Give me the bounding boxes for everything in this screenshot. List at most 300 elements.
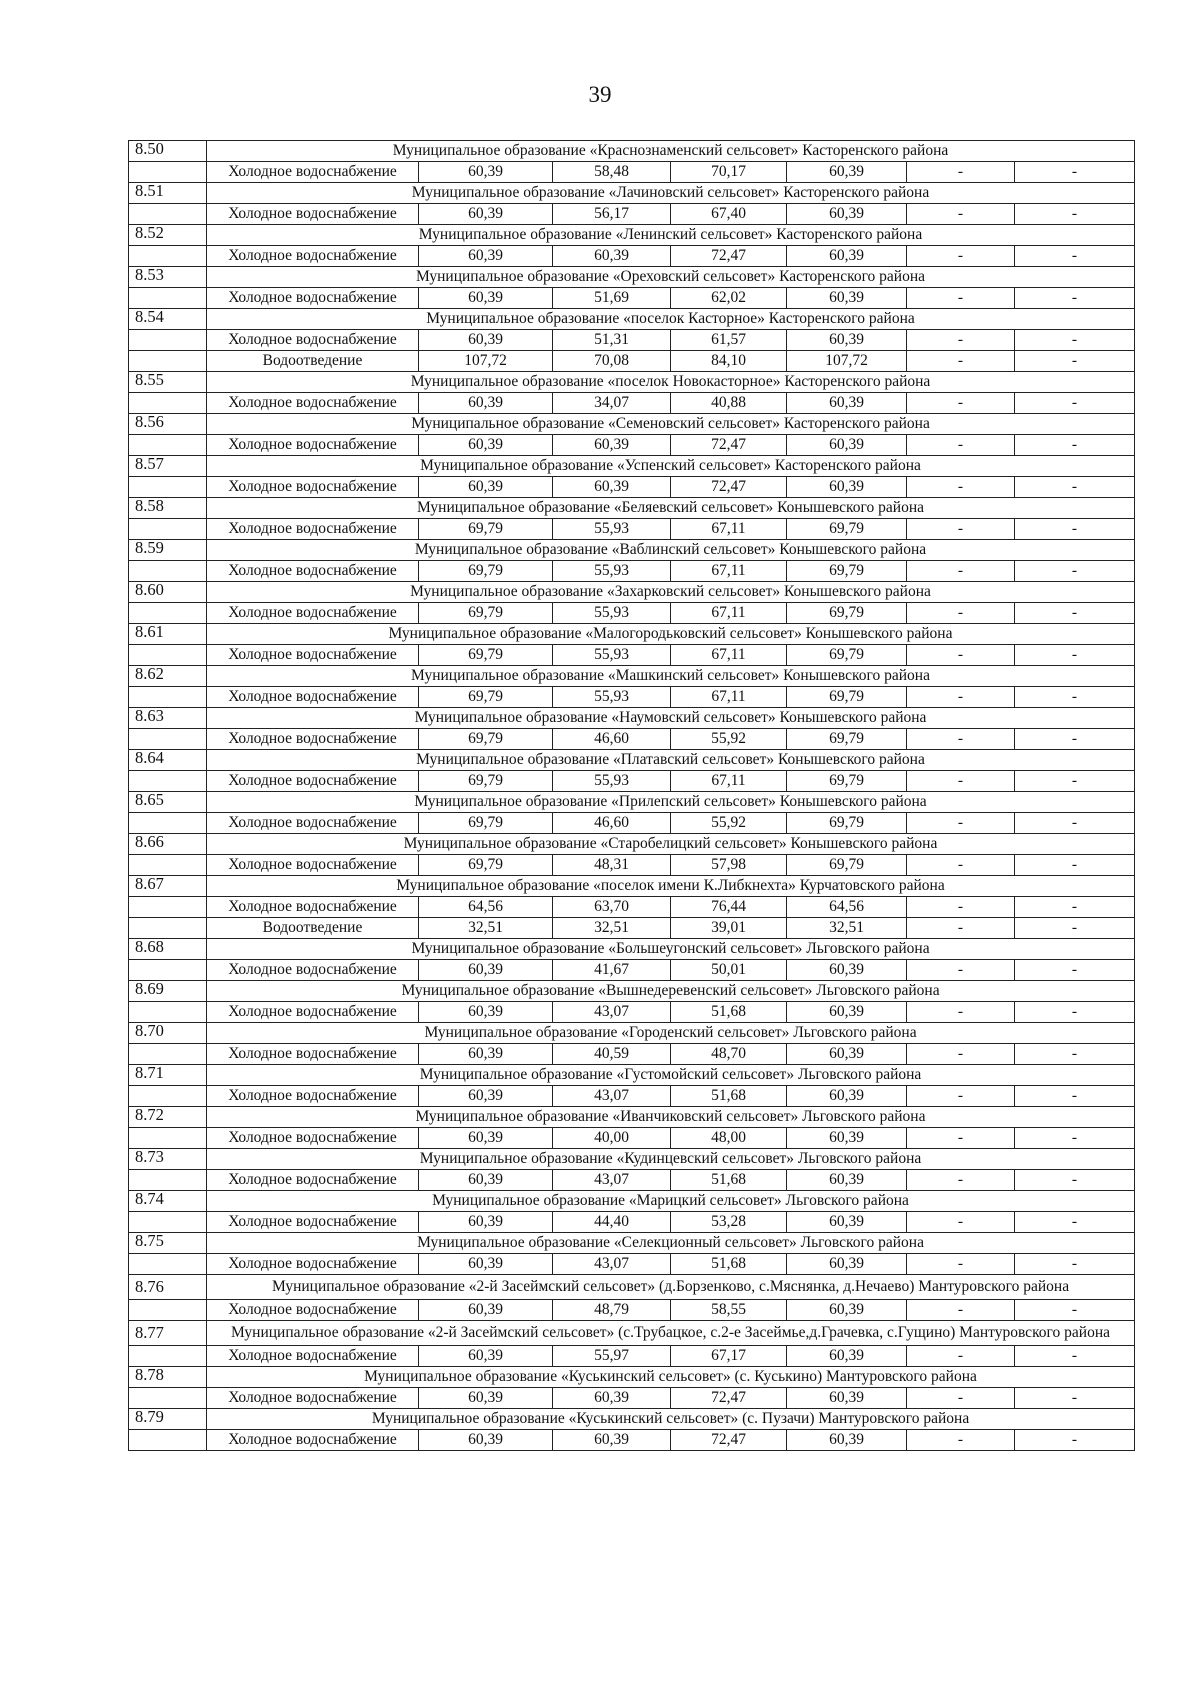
empty-value-cell: - [1015,1002,1135,1023]
municipality-title: Муниципальное образование «Кудинцевский сельсовет» Льговского района [207,1149,1135,1170]
empty-value-cell: - [907,204,1015,225]
tariff-value-cell: 60,39 [787,1430,907,1451]
service-name: Холодное водоснабжение [207,162,419,183]
municipality-header-row [129,981,1135,1002]
municipality-header-row [129,414,1135,435]
tariff-value-cell: 69,79 [419,855,553,876]
empty-value-cell: - [907,288,1015,309]
service-row [129,477,1135,498]
tariff-value-cell: 55,93 [553,687,671,708]
tariff-value-cell: 60,39 [787,1300,907,1321]
empty-value-cell: - [1015,1388,1135,1409]
tariff-value-cell: 62,02 [671,288,787,309]
empty-value-cell: - [907,1388,1015,1409]
row-code-empty [129,162,207,183]
municipality-header-row [129,792,1135,813]
service-name: Холодное водоснабжение [207,561,419,582]
tariff-value-cell: 72,47 [671,246,787,267]
municipality-header-row [129,225,1135,246]
tariff-value-cell: 67,11 [671,561,787,582]
tariff-value-cell: 51,68 [671,1254,787,1275]
tariff-value-cell: 60,39 [419,162,553,183]
service-name: Холодное водоснабжение [207,435,419,456]
empty-value-cell: - [907,1086,1015,1107]
row-code: 8.58 [129,498,207,519]
row-code: 8.76 [129,1275,207,1300]
service-name: Холодное водоснабжение [207,897,419,918]
tariff-value-cell: 32,51 [787,918,907,939]
row-code-empty [129,960,207,981]
municipality-header-row [129,1149,1135,1170]
service-row [129,1388,1135,1409]
municipality-header-row [129,750,1135,771]
service-name: Холодное водоснабжение [207,1086,419,1107]
tariff-value-cell: 39,01 [671,918,787,939]
municipality-title: Муниципальное образование «Беляевский сельсовет» Конышевского района [207,498,1135,519]
tariff-value-cell: 51,68 [671,1002,787,1023]
tariff-value-cell: 61,57 [671,330,787,351]
empty-value-cell: - [907,645,1015,666]
service-row [129,561,1135,582]
service-name: Холодное водоснабжение [207,1388,419,1409]
empty-value-cell: - [907,561,1015,582]
tariff-value-cell: 51,69 [553,288,671,309]
row-code: 8.78 [129,1367,207,1388]
service-name: Холодное водоснабжение [207,687,419,708]
service-name: Холодное водоснабжение [207,1002,419,1023]
municipality-title: Муниципальное образование «Ленинский сельсовет» Касторенского района [207,225,1135,246]
empty-value-cell: - [907,960,1015,981]
empty-value-cell: - [907,1430,1015,1451]
service-name: Холодное водоснабжение [207,645,419,666]
tariff-value-cell: 60,39 [787,1002,907,1023]
service-row [129,897,1135,918]
tariff-value-cell: 60,39 [419,477,553,498]
tariff-table [128,140,1135,1451]
municipality-title: Муниципальное образование «Семеновский сельсовет» Касторенского района [207,414,1135,435]
service-name: Водоотведение [207,918,419,939]
tariff-value-cell: 60,39 [419,330,553,351]
service-row [129,351,1135,372]
tariff-value-cell: 55,93 [553,519,671,540]
service-name: Холодное водоснабжение [207,393,419,414]
service-row [129,393,1135,414]
service-name: Холодное водоснабжение [207,1300,419,1321]
municipality-title: Муниципальное образование «2-й Засеймский сельсовет» (д.Борзенково, с.Мяснянка, д.Нечаево) Мантуровского района [207,1275,1135,1300]
empty-value-cell: - [1015,1170,1135,1191]
tariff-value-cell: 67,11 [671,771,787,792]
row-code: 8.56 [129,414,207,435]
service-row [129,729,1135,750]
municipality-title: Муниципальное образование «Ореховский сельсовет» Касторенского района [207,267,1135,288]
municipality-header-row [129,1107,1135,1128]
municipality-title: Муниципальное образование «Вышнедеревенский сельсовет» Льговского района [207,981,1135,1002]
empty-value-cell: - [1015,351,1135,372]
row-code: 8.79 [129,1409,207,1430]
tariff-value-cell: 60,39 [787,1044,907,1065]
empty-value-cell: - [907,246,1015,267]
row-code: 8.59 [129,540,207,561]
tariff-value-cell: 51,31 [553,330,671,351]
tariff-value-cell: 48,79 [553,1300,671,1321]
municipality-title: Муниципальное образование «Платавский сельсовет» Конышевского района [207,750,1135,771]
tariff-value-cell: 60,39 [419,1388,553,1409]
tariff-value-cell: 60,39 [787,204,907,225]
row-code: 8.67 [129,876,207,897]
row-code-empty [129,855,207,876]
municipality-header-row [129,834,1135,855]
row-code-empty [129,1044,207,1065]
empty-value-cell: - [1015,330,1135,351]
tariff-value-cell: 56,17 [553,204,671,225]
row-code: 8.71 [129,1065,207,1086]
tariff-value-cell: 60,39 [787,1254,907,1275]
service-row [129,246,1135,267]
row-code: 8.69 [129,981,207,1002]
empty-value-cell: - [1015,519,1135,540]
tariff-value-cell: 69,79 [419,603,553,624]
row-code: 8.73 [129,1149,207,1170]
service-row [129,435,1135,456]
municipality-header-row [129,666,1135,687]
tariff-value-cell: 67,11 [671,645,787,666]
row-code-empty [129,1388,207,1409]
service-name: Холодное водоснабжение [207,246,419,267]
tariff-value-cell: 55,93 [553,603,671,624]
municipality-title: Муниципальное образование «Густомойский сельсовет» Льговского района [207,1065,1135,1086]
tariff-value-cell: 60,39 [419,288,553,309]
empty-value-cell: - [907,1044,1015,1065]
service-name: Водоотведение [207,351,419,372]
empty-value-cell: - [907,393,1015,414]
municipality-title: Муниципальное образование «Краснознаменский сельсовет» Касторенского района [207,141,1135,162]
tariff-value-cell: 64,56 [419,897,553,918]
service-name: Холодное водоснабжение [207,960,419,981]
tariff-value-cell: 60,39 [787,162,907,183]
service-row [129,645,1135,666]
empty-value-cell: - [907,1300,1015,1321]
municipality-header-row [129,1409,1135,1430]
tariff-value-cell: 72,47 [671,1430,787,1451]
service-name: Холодное водоснабжение [207,519,419,540]
empty-value-cell: - [907,162,1015,183]
municipality-title: Муниципальное образование «Большеугонский сельсовет» Льговского района [207,939,1135,960]
municipality-title: Муниципальное образование «Старобелицкий сельсовет» Конышевского района [207,834,1135,855]
service-row [129,771,1135,792]
tariff-value-cell: 60,39 [787,1388,907,1409]
tariff-value-cell: 60,39 [787,1086,907,1107]
tariff-value-cell: 60,39 [553,246,671,267]
tariff-value-cell: 60,39 [553,477,671,498]
tariff-value-cell: 53,28 [671,1212,787,1233]
row-code: 8.66 [129,834,207,855]
tariff-value-cell: 50,01 [671,960,787,981]
service-row [129,1212,1135,1233]
tariff-value-cell: 60,39 [787,246,907,267]
tariff-value-cell: 60,39 [787,330,907,351]
tariff-value-cell: 67,11 [671,603,787,624]
row-code-empty [129,1002,207,1023]
row-code: 8.57 [129,456,207,477]
tariff-value-cell: 60,39 [787,1212,907,1233]
municipality-title: Муниципальное образование «Селекционный сельсовет» Льговского района [207,1233,1135,1254]
empty-value-cell: - [1015,1430,1135,1451]
tariff-value-cell: 60,39 [419,1170,553,1191]
tariff-value-cell: 69,79 [419,771,553,792]
empty-value-cell: - [907,1128,1015,1149]
row-code: 8.51 [129,183,207,204]
empty-value-cell: - [1015,603,1135,624]
service-name: Холодное водоснабжение [207,204,419,225]
municipality-title: Муниципальное образование «поселок Касторное» Касторенского района [207,309,1135,330]
row-code-empty [129,1128,207,1149]
municipality-title: Муниципальное образование «Захарковский сельсовет» Конышевского района [207,582,1135,603]
empty-value-cell: - [1015,288,1135,309]
empty-value-cell: - [907,330,1015,351]
empty-value-cell: - [1015,687,1135,708]
municipality-title: Муниципальное образование «Лачиновский сельсовет» Касторенского района [207,183,1135,204]
tariff-value-cell: 43,07 [553,1254,671,1275]
tariff-value-cell: 69,79 [787,813,907,834]
empty-value-cell: - [1015,729,1135,750]
tariff-value-cell: 67,11 [671,519,787,540]
tariff-value-cell: 67,40 [671,204,787,225]
tariff-value-cell: 69,79 [787,687,907,708]
row-code-empty [129,771,207,792]
tariff-value-cell: 69,79 [787,519,907,540]
tariff-value-cell: 60,39 [419,435,553,456]
tariff-value-cell: 43,07 [553,1170,671,1191]
row-code-empty [129,477,207,498]
tariff-value-cell: 60,39 [419,1430,553,1451]
empty-value-cell: - [907,729,1015,750]
municipality-header-row [129,708,1135,729]
empty-value-cell: - [1015,1086,1135,1107]
row-code: 8.74 [129,1191,207,1212]
tariff-value-cell: 60,39 [419,1086,553,1107]
tariff-value-cell: 107,72 [787,351,907,372]
tariff-value-cell: 60,39 [419,1212,553,1233]
row-code: 8.60 [129,582,207,603]
tariff-value-cell: 69,79 [787,729,907,750]
service-row [129,1086,1135,1107]
tariff-value-cell: 55,92 [671,729,787,750]
row-code: 8.50 [129,141,207,162]
service-row [129,855,1135,876]
tariff-value-cell: 55,92 [671,813,787,834]
empty-value-cell: - [907,351,1015,372]
row-code-empty [129,435,207,456]
row-code: 8.68 [129,939,207,960]
service-row [129,330,1135,351]
empty-value-cell: - [907,603,1015,624]
row-code-empty [129,393,207,414]
municipality-header-row [129,582,1135,603]
empty-value-cell: - [1015,960,1135,981]
tariff-value-cell: 57,98 [671,855,787,876]
row-code-empty [129,288,207,309]
empty-value-cell: - [907,897,1015,918]
row-code-empty [129,645,207,666]
municipality-title: Муниципальное образование «Иванчиковский сельсовет» Льговского района [207,1107,1135,1128]
tariff-value-cell: 55,97 [553,1346,671,1367]
tariff-value-cell: 72,47 [671,435,787,456]
municipality-header-row [129,1367,1135,1388]
tariff-value-cell: 32,51 [419,918,553,939]
service-row [129,1430,1135,1451]
tariff-value-cell: 69,79 [419,645,553,666]
municipality-header-row [129,309,1135,330]
empty-value-cell: - [1015,645,1135,666]
tariff-value-cell: 60,39 [787,1346,907,1367]
tariff-value-cell: 60,39 [419,960,553,981]
service-name: Холодное водоснабжение [207,855,419,876]
empty-value-cell: - [907,855,1015,876]
row-code-empty [129,1086,207,1107]
tariff-value-cell: 69,79 [787,645,907,666]
row-code: 8.54 [129,309,207,330]
tariff-value-cell: 60,39 [419,393,553,414]
row-code: 8.63 [129,708,207,729]
row-code: 8.61 [129,624,207,645]
row-code-empty [129,561,207,582]
service-row [129,1044,1135,1065]
municipality-header-row [129,372,1135,393]
row-code: 8.52 [129,225,207,246]
empty-value-cell: - [907,918,1015,939]
tariff-value-cell: 48,31 [553,855,671,876]
tariff-value-cell: 69,79 [787,603,907,624]
empty-value-cell: - [1015,918,1135,939]
row-code-empty [129,1300,207,1321]
row-code-empty [129,687,207,708]
municipality-header-row [129,498,1135,519]
row-code-empty [129,519,207,540]
row-code-empty [129,1212,207,1233]
tariff-value-cell: 34,07 [553,393,671,414]
empty-value-cell: - [1015,246,1135,267]
tariff-value-cell: 60,39 [419,1346,553,1367]
municipality-header-row [129,1191,1135,1212]
empty-value-cell: - [907,687,1015,708]
service-row [129,1300,1135,1321]
tariff-value-cell: 60,39 [553,435,671,456]
service-name: Холодное водоснабжение [207,288,419,309]
row-code-empty [129,603,207,624]
service-row [129,687,1135,708]
service-row [129,519,1135,540]
tariff-value-cell: 55,93 [553,561,671,582]
tariff-value-cell: 60,39 [419,1300,553,1321]
municipality-header-row [129,1023,1135,1044]
empty-value-cell: - [1015,1128,1135,1149]
row-code: 8.72 [129,1107,207,1128]
tariff-value-cell: 64,56 [787,897,907,918]
municipality-title: Муниципальное образование «Наумовский сельсовет» Конышевского района [207,708,1135,729]
municipality-title: Муниципальное образование «Машкинский сельсовет» Конышевского района [207,666,1135,687]
tariff-value-cell: 55,93 [553,645,671,666]
service-row [129,288,1135,309]
municipality-title: Муниципальное образование «поселок Новокасторное» Касторенского района [207,372,1135,393]
tariff-value-cell: 69,79 [419,561,553,582]
service-name: Холодное водоснабжение [207,1254,419,1275]
tariff-value-cell: 60,39 [787,288,907,309]
municipality-header-row [129,183,1135,204]
row-code-empty [129,246,207,267]
service-row [129,960,1135,981]
tariff-value-cell: 63,70 [553,897,671,918]
service-name: Холодное водоснабжение [207,1212,419,1233]
empty-value-cell: - [907,813,1015,834]
service-name: Холодное водоснабжение [207,729,419,750]
service-name: Холодное водоснабжение [207,813,419,834]
service-row [129,1170,1135,1191]
empty-value-cell: - [1015,162,1135,183]
municipality-title: Муниципальное образование «Малогородьковский сельсовет» Конышевского района [207,624,1135,645]
tariff-value-cell: 69,79 [787,771,907,792]
row-code-empty [129,1170,207,1191]
service-row [129,162,1135,183]
tariff-value-cell: 60,39 [553,1388,671,1409]
tariff-value-cell: 69,79 [419,729,553,750]
tariff-value-cell: 72,47 [671,1388,787,1409]
municipality-header-row [129,939,1135,960]
tariff-value-cell: 58,48 [553,162,671,183]
service-name: Холодное водоснабжение [207,1170,419,1191]
service-row [129,204,1135,225]
row-code-empty [129,729,207,750]
tariff-value-cell: 67,11 [671,687,787,708]
tariff-value-cell: 60,39 [419,1254,553,1275]
tariff-value-cell: 76,44 [671,897,787,918]
tariff-value-cell: 60,39 [787,1128,907,1149]
tariff-value-cell: 58,55 [671,1300,787,1321]
tariff-table-body [129,141,1135,1451]
tariff-value-cell: 48,70 [671,1044,787,1065]
service-name: Холодное водоснабжение [207,771,419,792]
row-code-empty [129,351,207,372]
tariff-value-cell: 60,39 [787,960,907,981]
tariff-value-cell: 60,39 [419,246,553,267]
page-number: 39 [588,82,612,107]
service-row [129,918,1135,939]
service-name: Холодное водоснабжение [207,1346,419,1367]
empty-value-cell: - [1015,561,1135,582]
service-row [129,1002,1135,1023]
empty-value-cell: - [1015,813,1135,834]
empty-value-cell: - [1015,1300,1135,1321]
tariff-value-cell: 107,72 [419,351,553,372]
municipality-header-row [129,1275,1135,1300]
service-name: Холодное водоснабжение [207,603,419,624]
empty-value-cell: - [907,771,1015,792]
row-code: 8.55 [129,372,207,393]
empty-value-cell: - [907,435,1015,456]
row-code-empty [129,1430,207,1451]
service-row [129,813,1135,834]
tariff-value-cell: 69,79 [787,561,907,582]
empty-value-cell: - [907,1170,1015,1191]
service-row [129,1128,1135,1149]
tariff-value-cell: 60,39 [787,1170,907,1191]
row-code: 8.62 [129,666,207,687]
municipality-header-row [129,1321,1135,1346]
empty-value-cell: - [907,1212,1015,1233]
tariff-value-cell: 40,00 [553,1128,671,1149]
tariff-value-cell: 70,08 [553,351,671,372]
tariff-value-cell: 40,88 [671,393,787,414]
tariff-value-cell: 40,59 [553,1044,671,1065]
